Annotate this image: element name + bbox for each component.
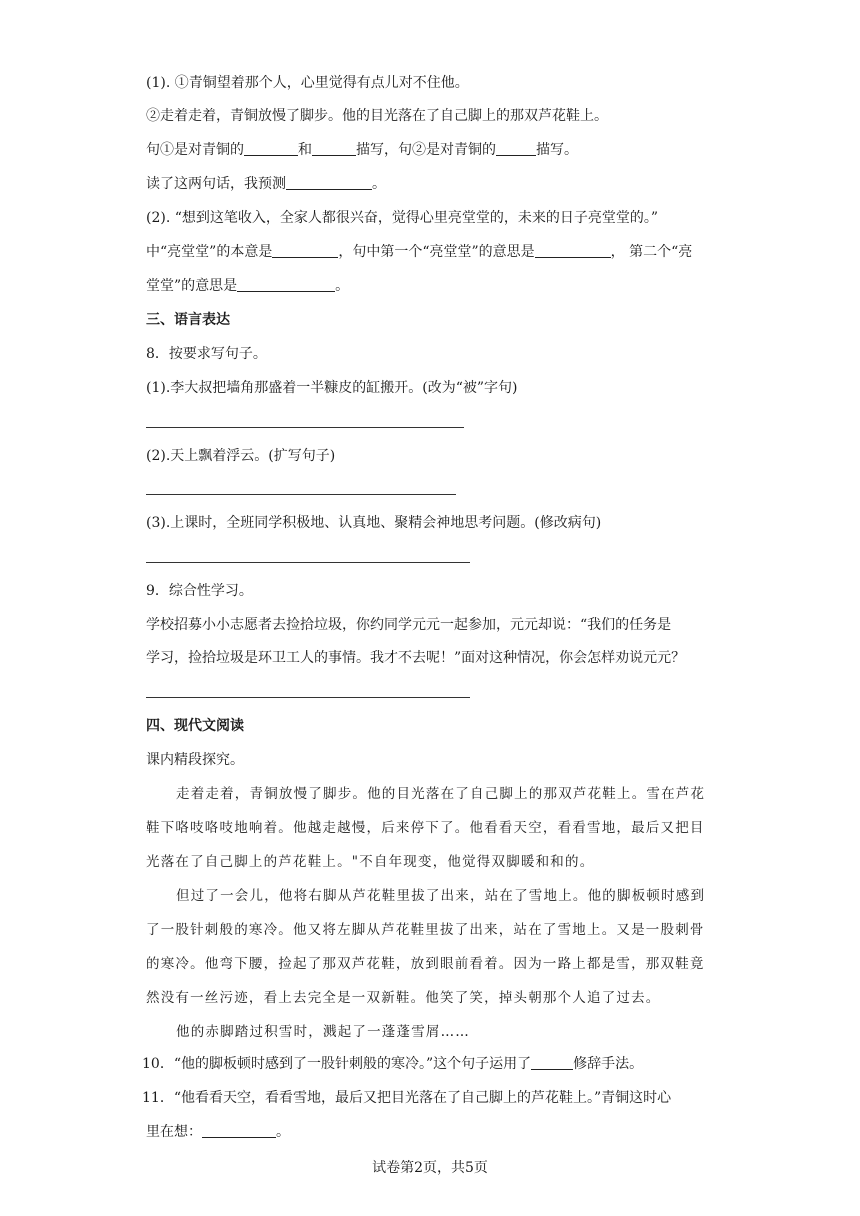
page-footer: 试卷第2页，共5页 [372, 1160, 488, 1176]
question-title: 9．综合性学习。 [146, 583, 253, 599]
answer-blank[interactable] [237, 277, 335, 292]
answer-blank[interactable] [535, 243, 611, 258]
answer-blank[interactable] [496, 141, 536, 156]
q-line: (2). “想到这笔收入，全家人都很兴奋，觉得心里亮堂堂的，未来的日子亮堂堂的。” [146, 210, 659, 226]
passage-line: 走着走着，青铜放慢了脚步。他的目光落在了自己脚上的那双芦花鞋上。雪在芦花 [176, 786, 706, 802]
question-line: 11．“他看看天空，看看雪地，最后又把目光落在了自己脚上的芦花鞋上。”青铜这时心 [142, 1090, 672, 1106]
answer-line[interactable] [146, 494, 456, 495]
question-item: (3).上课时，全班同学积极地、认真地、聚精会神地思考问题。(修改病句) [146, 515, 602, 531]
passage-line: 他的赤脚踏过积雪时，溅起了一蓬蓬雪屑…… [176, 1024, 470, 1040]
q-line: (1). ①青铜望着那个人，心里觉得有点儿对不住他。 [146, 75, 469, 91]
passage-line: 然没有一丝污迹，看上去完全是一双新鞋。他笑了笑，掉头朝那个人追了过去。 [146, 990, 661, 1006]
question-line-with-blank: 10．“他的脚板顿时感到了一股针刺般的寒冷。”这个句子运用了 修辞手法。 [142, 1056, 644, 1072]
question-title: 8．按要求写句子。 [146, 346, 267, 362]
answer-blank[interactable] [272, 243, 338, 258]
question-item: (1).李大叔把墙角那盛着一半糠皮的缸搬开。(改为“被”字句) [146, 380, 518, 396]
passage-line: 了一股针刺般的寒冷。他又将左脚从芦花鞋里拔了出来，站在了雪地上。又是一股刺骨 [146, 922, 705, 938]
q-line-with-blanks: 句①是对青铜的 和 描写，句②是对青铜的 描写。 [146, 142, 578, 158]
answer-line[interactable] [146, 427, 464, 428]
answer-blank[interactable] [312, 141, 356, 156]
passage-line: 但过了一会儿，他将右脚从芦花鞋里拔了出来，站在了雪地上。他的脚板顿时感到 [176, 888, 706, 904]
question-text: 学校招募小小志愿者去捡拾垃圾，你约同学元元一起参加，元元却说：“我们的任务是 [146, 617, 672, 633]
passage-intro: 课内精段探究。 [146, 752, 244, 768]
answer-blank[interactable] [286, 175, 372, 190]
q-line-with-blanks: 读了这两句话，我预测 。 [146, 176, 386, 192]
section-heading: 四、现代文阅读 [146, 718, 244, 734]
q-line-with-blanks: 堂堂”的意思是 。 [146, 278, 350, 294]
question-line-with-blank: 里在想： 。 [146, 1124, 290, 1140]
question-text: 学习，捡拾垃圾是环卫工人的事情。我才不去呢！”面对这种情况，你会怎样劝说元元？ [146, 650, 686, 666]
answer-blank[interactable] [202, 1123, 276, 1138]
passage-line: 光落在了自己脚上的芦花鞋上。"不自年现变，他觉得双脚暖和和的。 [146, 854, 595, 870]
q-line: ②走着走着，青铜放慢了脚步。他的目光落在了自己脚上的那双芦花鞋上。 [146, 108, 608, 124]
answer-blank[interactable] [244, 141, 298, 156]
answer-blank[interactable] [531, 1055, 573, 1070]
passage-line: 的寒冷。他弯下腰，捡起了那双芦花鞋，放到眼前看着。因为一路上都是雪，那双鞋竟 [146, 956, 705, 972]
section-heading: 三、语言表达 [146, 312, 230, 328]
question-item: (2).天上飘着浮云。(扩写句子) [146, 448, 336, 464]
q-line-with-blanks: 中“亮堂堂”的本意是 ，句中第一个“亮堂堂”的意思是 ， 第二个“亮 [146, 244, 693, 260]
answer-line[interactable] [146, 697, 470, 698]
answer-line[interactable] [146, 562, 470, 563]
passage-line: 鞋下咯吱咯吱地响着。他越走越慢，后来停下了。他看看天空，看看雪地，最后又把目 [146, 820, 705, 836]
